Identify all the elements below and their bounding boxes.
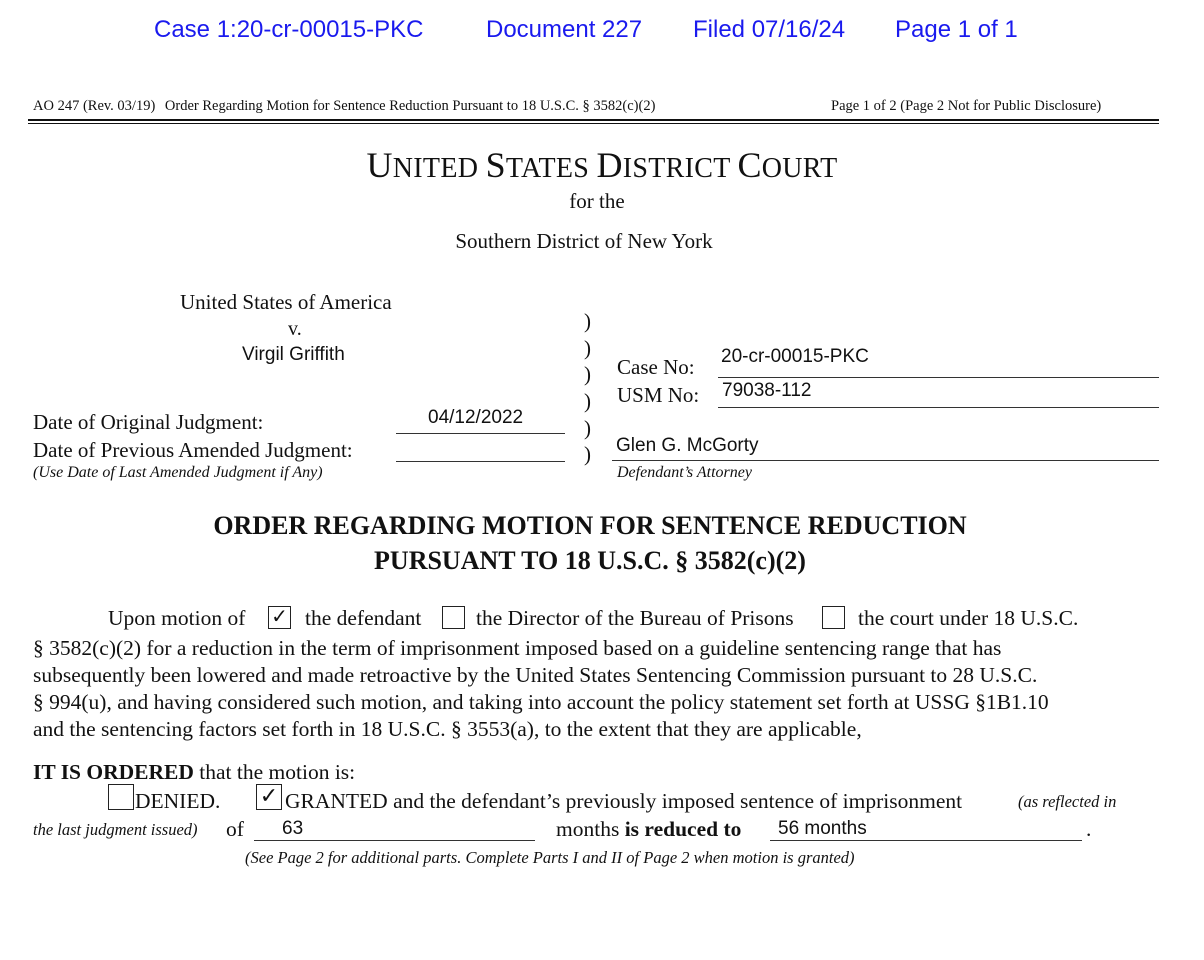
order-heading-line1: ORDER REGARDING MOTION FOR SENTENCE REDUCTION	[213, 511, 967, 540]
attorney-label: Defendant’s Attorney	[617, 464, 752, 481]
orig-judgment-line	[396, 433, 565, 434]
form-code: AO 247 (Rev. 03/19)	[33, 98, 156, 114]
attorney-name: Glen G. McGorty	[616, 435, 759, 456]
paren-5: )	[584, 416, 591, 440]
denied-label: DENIED.	[135, 789, 221, 813]
para-line-2: § 3582(c)(2) for a reduction in the term of imprisonment imposed based on a guideline sentencing range that has	[33, 636, 1002, 660]
paren-4: )	[584, 389, 591, 413]
stamp-page: Page 1 of 1	[895, 16, 1018, 43]
ordered-rest: that the motion is:	[193, 760, 356, 784]
checkbox-granted[interactable]: ✓	[256, 784, 282, 810]
defendant-name: Virgil Griffith	[242, 344, 345, 365]
prev-amended-line	[396, 461, 565, 462]
ecf-stamp	[0, 16, 1204, 50]
option-court-label: the court under 18 U.S.C.	[858, 606, 1079, 630]
is-reduced-to-label: is reduced to	[624, 817, 742, 841]
checkbox-denied[interactable]	[108, 784, 134, 810]
usm-no-line	[718, 407, 1159, 408]
court-name: UNITED STATES DISTRICT COURT	[366, 145, 838, 185]
granted-note-2: the last judgment issued)	[33, 820, 198, 839]
prior-months-value: 63	[282, 818, 304, 839]
para-line-4: § 994(u), and having considered such motion, and taking into account the policy statement set forth at USSG §1B1.10	[33, 690, 1049, 714]
order-heading-line2: PURSUANT TO 18 U.S.C. § 3582(c)(2)	[374, 546, 806, 575]
stamp-case: Case 1:20-cr-00015-PKC	[154, 16, 424, 43]
period: .	[1086, 817, 1092, 841]
of-label: of	[226, 817, 244, 841]
ordered-bold: IT IS ORDERED	[33, 760, 194, 784]
form-title: Order Regarding Motion for Sentence Reduction Pursuant to 18 U.S.C. § 3582(c)(2)	[164, 98, 656, 114]
case-no-value: 20-cr-00015-PKC	[721, 346, 869, 367]
paren-2: )	[584, 336, 591, 360]
checkbox-defendant[interactable]: ✓	[268, 606, 291, 629]
see-page-2-note: (See Page 2 for additional parts. Complete Parts I and II of Page 2 when motion is granted)	[245, 848, 855, 867]
stamp-document: Document 227	[486, 16, 643, 43]
ordered-line	[33, 760, 355, 785]
plaintiff-name: United States of America	[180, 290, 392, 314]
prior-months-line	[254, 840, 535, 841]
para-line-3: subsequently been lowered and made retroactive by the United States Sentencing Commission pursuant to 28 U.S.C.	[33, 663, 1038, 687]
paren-6: )	[584, 442, 591, 466]
orig-judgment-label: Date of Original Judgment:	[33, 410, 264, 434]
usm-no-label: USM No:	[617, 383, 700, 407]
months-label: months	[556, 817, 620, 841]
usm-no-value: 79038-112	[722, 380, 812, 401]
header-rule-top	[28, 119, 1159, 121]
upon-motion-of: Upon motion of	[108, 606, 246, 630]
stamp-filed: Filed 07/16/24	[693, 16, 846, 43]
new-sentence-value: 56 months	[778, 818, 867, 839]
header-rule-bottom	[28, 123, 1159, 124]
option-defendant-label: the defendant	[305, 606, 422, 630]
prev-amended-label: Date of Previous Amended Judgment:	[33, 438, 353, 462]
form-page-info: Page 1 of 2 (Page 2 Not for Public Disclosure)	[831, 98, 1102, 114]
prev-amended-note: (Use Date of Last Amended Judgment if Any)	[33, 464, 323, 481]
attorney-line	[612, 460, 1159, 461]
paren-1: )	[584, 309, 591, 333]
checkbox-court[interactable]	[822, 606, 845, 629]
granted-note-1: (as reflected in	[1018, 792, 1117, 811]
case-no-label: Case No:	[617, 355, 695, 379]
checkbox-bop[interactable]	[442, 606, 465, 629]
case-no-line	[718, 377, 1159, 378]
granted-label: GRANTED and the defendant’s previously imposed sentence of imprisonment	[285, 789, 963, 813]
district-name: Southern District of New York	[455, 229, 713, 253]
orig-judgment-date: 04/12/2022	[428, 407, 524, 428]
option-bop-label: the Director of the Bureau of Prisons	[476, 606, 794, 630]
months-reduced-label	[556, 817, 741, 842]
for-the: for the	[569, 189, 625, 213]
para-line-5: and the sentencing factors set forth in 18 U.S.C. § 3553(a), to the extent that they are applicable,	[33, 717, 862, 741]
versus: v.	[288, 318, 302, 340]
new-sentence-line	[770, 840, 1082, 841]
paren-3: )	[584, 362, 591, 386]
form-code-title	[33, 98, 655, 115]
